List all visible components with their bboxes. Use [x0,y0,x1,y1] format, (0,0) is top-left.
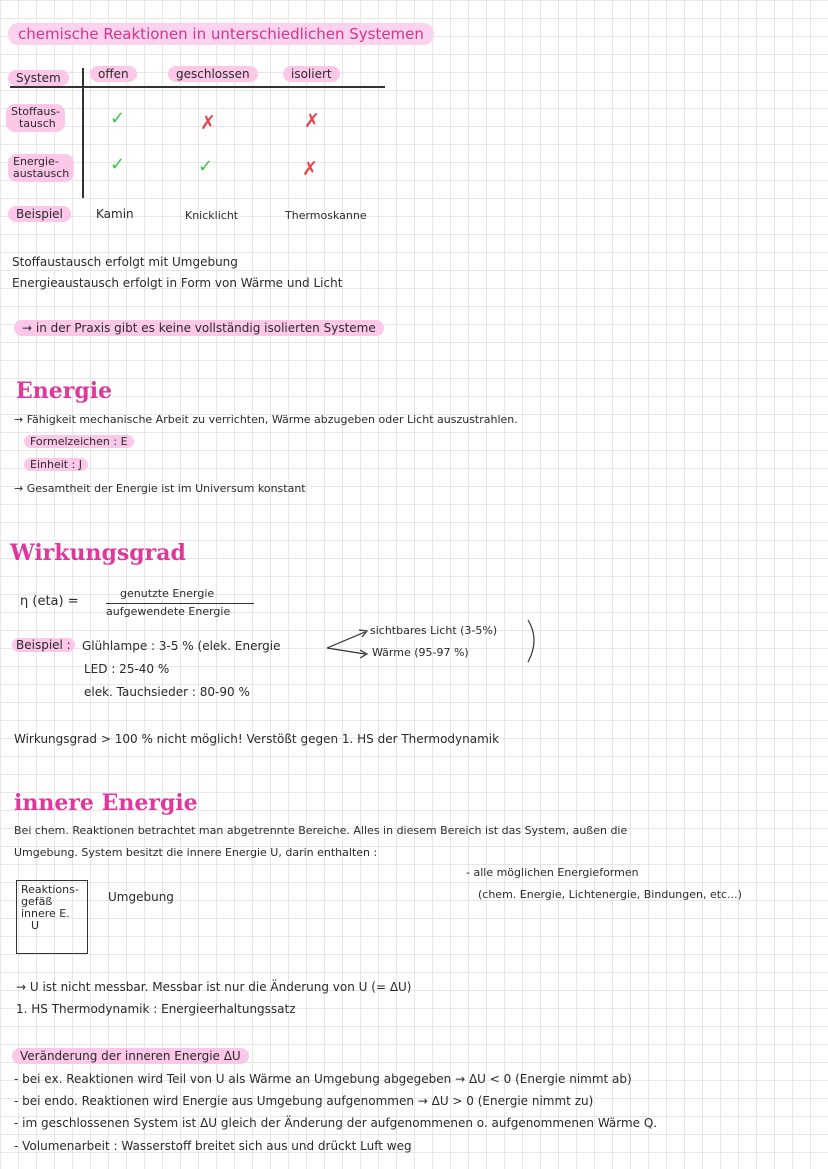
example-gluehlampe: Glühlampe : 3-5 % (elek. Energie [82,639,281,653]
beispiel-label: Beispiel : [12,638,75,652]
innere-list-2: (chem. Energie, Lichtenergie, Bindungen, etc...) [478,888,742,901]
row-label-stoffaustausch [6,104,65,132]
heading-energie: Energie [16,378,113,404]
col-header-offen: offen [90,66,137,82]
innere-paragraph-1: Bei chem. Reaktionen betrachtet man abgetrennte Bereiche. Alles in diesem Bereich ist das System, außen die [14,824,628,837]
u-messbar-note: → U ist nicht messbar. Messbar ist nur die Änderung von U (= ΔU) [16,980,412,994]
example-thermoskanne: Thermoskanne [285,209,367,222]
hs-thermodynamik: 1. HS Thermodynamik : Energieerhaltungssatz [16,1002,296,1016]
cross-icon: ✗ [304,110,320,132]
page-title: chemische Reaktionen in unterschiedlichen Systemen [8,23,434,45]
col-header-geschlossen: geschlossen [168,66,258,82]
energie-formelzeichen: Formelzeichen : E [24,435,134,448]
fraction-numerator: genutzte Energie [120,587,215,600]
row-label-energieaustausch [8,154,74,182]
branch-waerme: Wärme (95-97 %) [372,646,469,659]
check-icon: ✓ [198,156,214,177]
note-stoffaustausch: Stoffaustausch erfolgt mit Umgebung [12,255,238,269]
note-energieaustausch: Energieaustausch erfolgt in Form von Wärme und Licht [12,276,343,290]
table-header-line [10,86,385,88]
row-label-beispiel: Beispiel [8,206,71,222]
branch-arrows [325,622,375,662]
box-line: U [31,919,40,932]
bullet-geschlossen: - im geschlossenen System ist ΔU gleich der Änderung der aufgenommenen o. aufgenommenen Wärme Q. [14,1116,658,1130]
bullet-volumenarbeit: - Volumenarbeit : Wasserstoff breitet sich aus und drückt Luft weg [14,1139,412,1153]
box-line: gefäß [21,895,53,908]
heading-wirkungsgrad: Wirkungsgrad [10,540,186,566]
cross-icon: ✗ [200,112,216,134]
col-header-isoliert: isoliert [283,66,340,82]
energie-einheit: Einheit : J [24,458,88,471]
note-praxis: → in der Praxis gibt es keine vollständig isolierten Systeme [14,320,384,336]
fraction-denominator: aufgewendete Energie [106,605,231,618]
innere-list-1: - alle möglichen Energieformen [466,866,639,879]
umgebung-label: Umgebung [108,890,174,904]
energie-definition: → Fähigkeit mechanische Arbeit zu verrichten, Wärme abzugeben oder Licht auszustrahlen. [14,413,518,426]
table-vertical-line [82,68,84,198]
innere-paragraph-2: Umgebung. System besitzt die innere Energie U, darin enthalten : [14,846,378,859]
example-led: LED : 25-40 % [84,662,170,676]
eta-label: η (eta) = [20,594,79,609]
example-tauchsieder: elek. Tauchsieder : 80-90 % [84,685,250,699]
fraction-line [106,603,254,604]
bullet-exotherm: - bei ex. Reaktionen wird Teil von U als Wärme an Umgebung abgegeben → ΔU < 0 (Energie nimmt ab) [14,1072,632,1086]
row-label-line: tausch [19,117,56,130]
reaktionsgefaess-label [21,884,79,932]
example-knicklicht: Knicklicht [185,209,239,222]
cross-icon: ✗ [302,158,318,180]
heading-innere-energie: innere Energie [14,790,198,816]
energie-gesamtheit: → Gesamtheit der Energie ist im Universum konstant [14,482,306,495]
example-kamin: Kamin [96,207,134,221]
bracket-icon [524,618,542,664]
box-line: innere E. [21,907,70,920]
table-corner: System [8,70,69,86]
heading-veraenderung: Veränderung der inneren Energie ΔU [12,1048,249,1064]
check-icon: ✓ [110,108,126,129]
check-icon: ✓ [110,154,126,175]
wirkungsgrad-note: Wirkungsgrad > 100 % nicht möglich! Verstößt gegen 1. HS der Thermodynamik [14,732,500,746]
row-label-line: Stoffaus- [11,105,61,118]
box-line: Reaktions- [21,883,79,896]
row-label-line: Energie- [13,155,59,168]
branch-licht: sichtbares Licht (3-5%) [370,624,498,637]
bullet-endotherm: - bei endo. Reaktionen wird Energie aus Umgebung aufgenommen → ΔU > 0 (Energie nimmt zu) [14,1094,594,1108]
row-label-line: austausch [13,167,70,180]
